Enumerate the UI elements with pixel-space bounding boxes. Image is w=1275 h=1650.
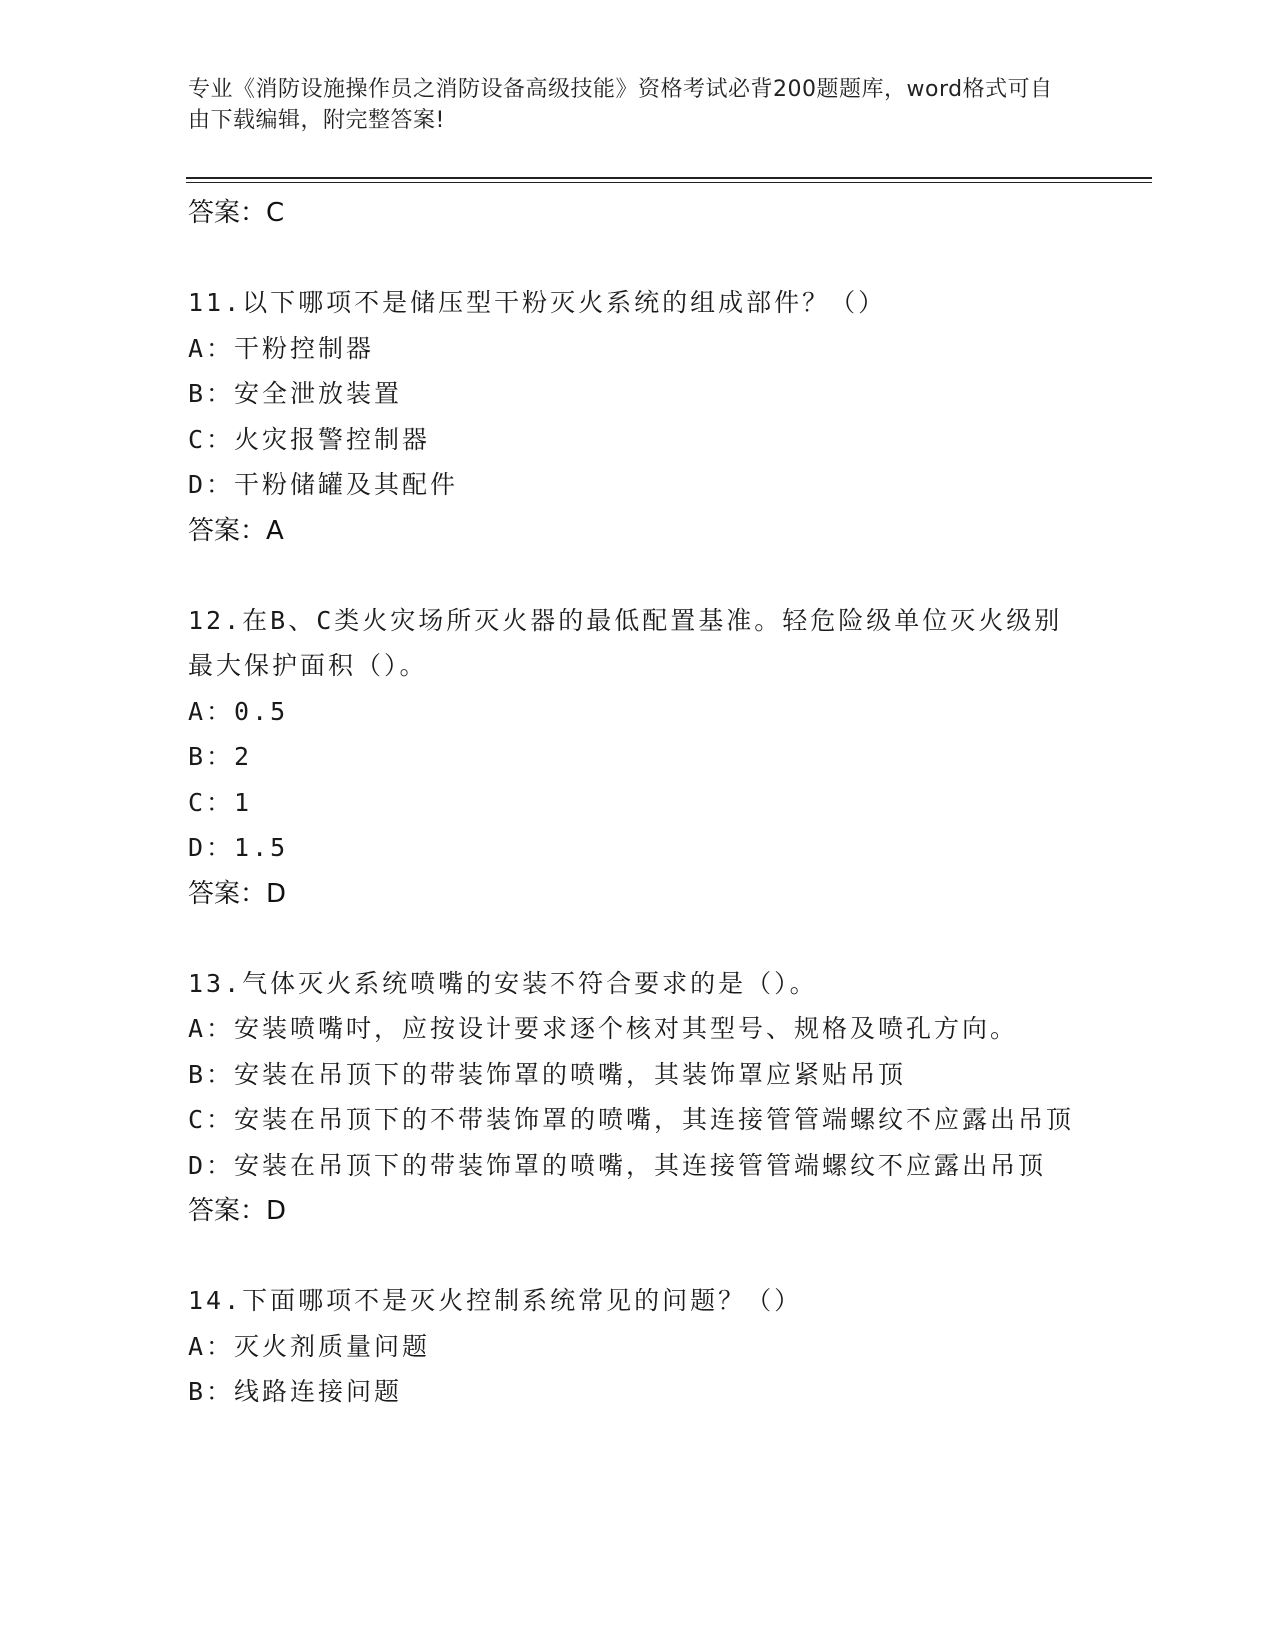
answer-text: 答案：A xyxy=(188,515,284,546)
page-header: 专业《消防设施操作员之消防设备高级技能》资格考试必背200题题库，word格式可自由下载编辑，附完整答案! xyxy=(188,77,1053,133)
option-b: B：2 xyxy=(188,742,253,771)
option-c: C：安装在吊顶下的不带装饰罩的喷嘴，其连接管管端螺纹不应露出吊顶 xyxy=(188,1105,1075,1134)
question-14 xyxy=(188,1278,1088,1415)
question-11 xyxy=(188,280,1088,554)
question-13 xyxy=(188,961,1088,1235)
option-a: A：0.5 xyxy=(188,696,289,726)
previous-answer: 答案：C xyxy=(188,198,285,228)
header-divider xyxy=(186,177,1152,183)
question-title: 12.在B、C类火灾场所灭火器的最低配置基准。轻危险级单位灭火级别最大保护面积（）。 xyxy=(188,605,1063,680)
question-title: 11.以下哪项不是储压型干粉灭火系统的组成部件？（） xyxy=(188,288,887,317)
question-title: 14.下面哪项不是灭火控制系统常见的问题？（） xyxy=(188,1286,803,1315)
option-d: D：安装在吊顶下的带装饰罩的喷嘴，其连接管管端螺纹不应露出吊顶 xyxy=(188,1150,1047,1180)
answer-text: 答案：D xyxy=(188,1196,287,1226)
option-b: B：安装在吊顶下的带装饰罩的喷嘴，其装饰罩应紧贴吊顶 xyxy=(188,1059,907,1089)
option-a: A：干粉控制器 xyxy=(188,333,375,363)
option-d: D：1.5 xyxy=(188,833,289,862)
option-b: B：安全泄放装置 xyxy=(188,379,403,408)
question-title: 13.气体灭火系统喷嘴的安装不符合要求的是（）。 xyxy=(188,968,818,998)
question-12 xyxy=(188,598,1088,917)
option-c: C：火灾报警控制器 xyxy=(188,424,431,454)
option-a: A：灭火剂质量问题 xyxy=(188,1331,431,1361)
option-a: A：安装喷嘴吋，应按设计要求逐个核对其型号、规格及喷孔方向。 xyxy=(188,1014,1019,1043)
option-b: B：线路连接问题 xyxy=(188,1377,403,1406)
option-c: C：1 xyxy=(188,787,253,817)
answer-text: 答案：D xyxy=(188,878,287,909)
option-d: D：干粉储罐及其配件 xyxy=(188,470,459,499)
question-list xyxy=(188,190,1088,1415)
